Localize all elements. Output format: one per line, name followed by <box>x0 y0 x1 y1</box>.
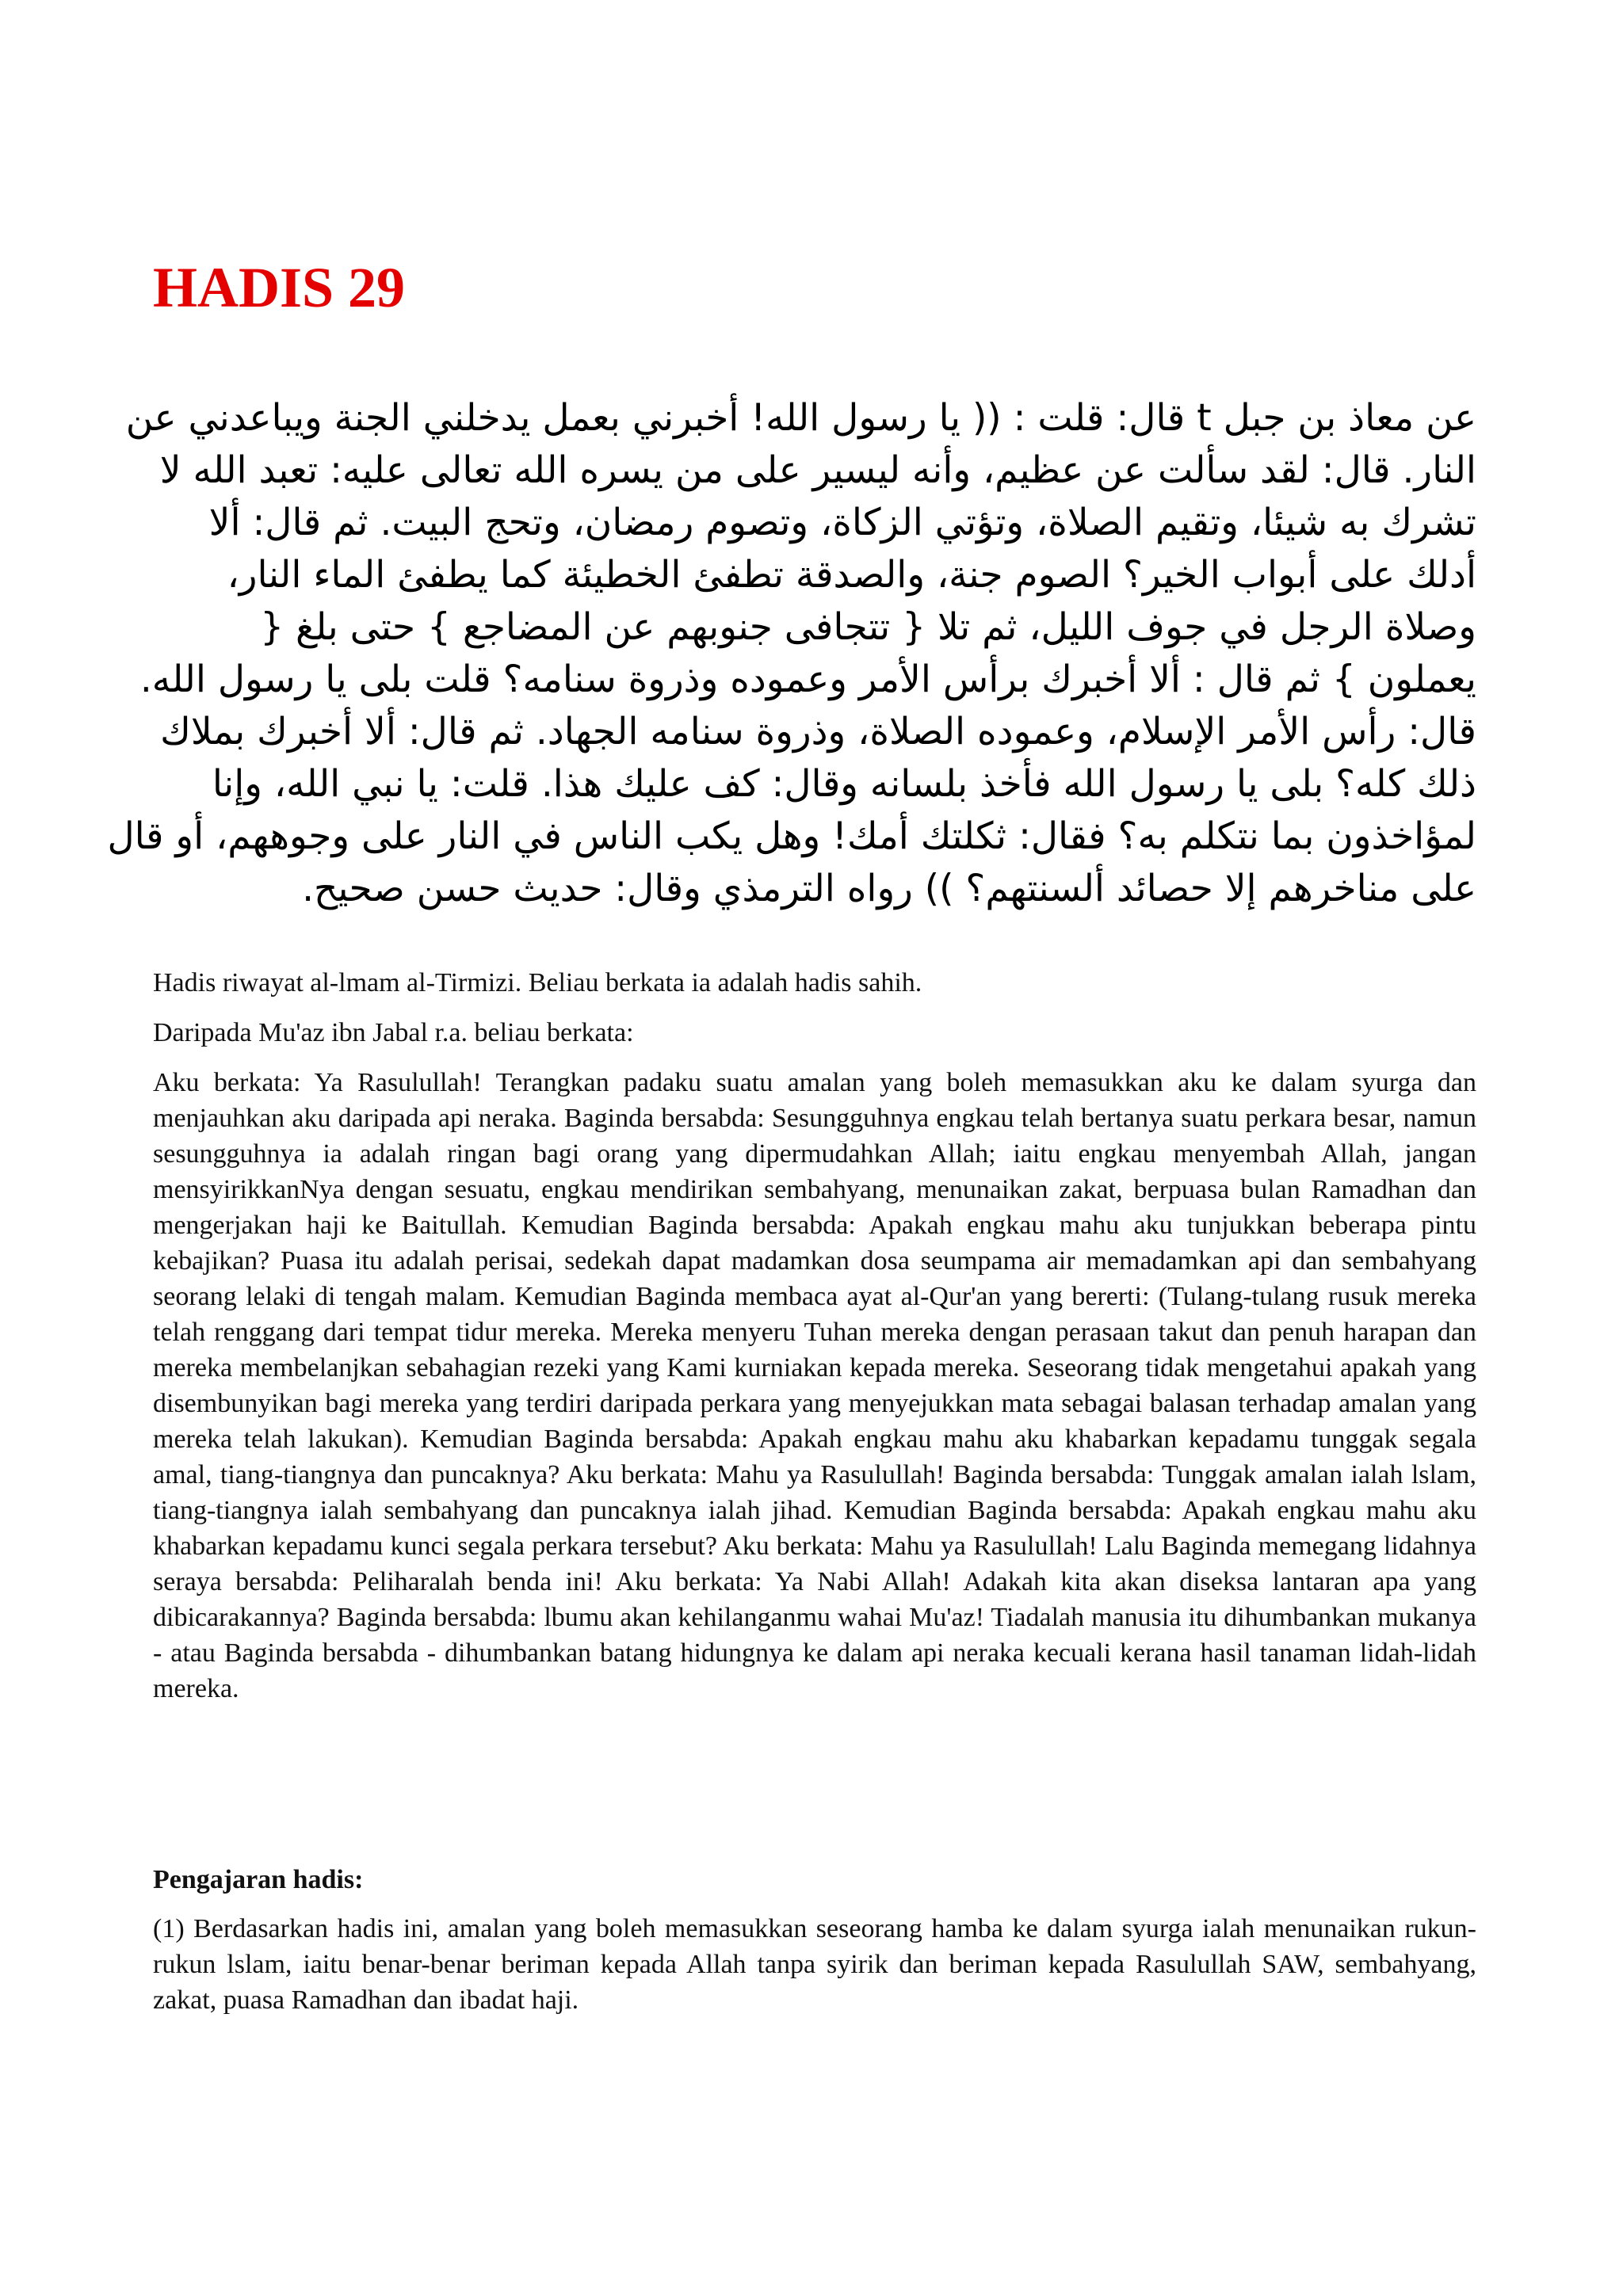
arabic-line: النار. قال: لقد سألت عن عظيم، وأنه ليسير على من يسره الله تعالى عليه: تعبد الله لا <box>159 448 1476 492</box>
arabic-line: عن معاذ بن جبل t قال: قلت : (( يا رسول الله! أخبرني بعمل يدخلني الجنة ويباعدني عن <box>125 396 1476 440</box>
arabic-line: تشرك به شيئا، وتقيم الصلاة، وتؤتي الزكاة، وتصوم رمضان، وتحج البيت. ثم قال: ألا <box>208 501 1476 544</box>
translation-paragraph: Aku berkata: Ya Rasulullah! Terangkan padaku suatu amalan yang boleh memasukkan aku ke dalam syurga dan menjauhkan aku daripada api neraka. Baginda bersabda: Sesungguhnya engkau telah bertanya suatu perkara besar, namun sesungguhnya ia adalah ringan bagi orang yang dipermudahkan Allah; iaitu engkau menyembah Allah, jangan mensyirikkanNya dengan sesuatu, engkau mendirikan sembahyang, menunaikan zakat, berpuasa bulan Ramadhan dan mengerjakan haji ke Baitullah. Kemudian Baginda bersabda: Apakah engkau mahu aku tunjukkan beberapa pintu kebajikan? Puasa itu adalah perisai, sedekah dapat madamkan dosa seumpama air memadamkan api dan sembahyang seorang lelaki di tengah malam. Kemudian Baginda membaca ayat al-Qur'an yang bererti: (Tulang-tulang rusuk mereka telah renggang dari tempat tidur mereka. Mereka menyeru Tuhan mereka dengan perasaan takut dan penuh harapan dan mereka membelanjkan sebahagian rezeki yang Kami kurniakan kepada mereka. Seseorang tidak mengetahui apakah yang disembunyikan bagi mereka yang terdiri daripada perkara yang menyejukkan mata sebagai balasan terhadap amalan yang mereka telah lakukan). Kemudian Baginda bersabda: Apakah engkau mahu aku khabarkan kepadamu tunggak segala amal, tiang-tiangnya dan puncaknya? Aku berkata: Mahu ya Rasulullah! Baginda bersabda: Tunggak amalan ialah lslam, tiang-tiangnya ialah sembahyang dan puncaknya ialah jihad. Kemudian Baginda bersabda: Apakah engkau mahu aku khabarkan kepadamu kunci segala perkara tersebut? Aku berkata: Mahu ya Rasulullah! Lalu Baginda memegang lidahnya seraya bersabda: Peliharalah benda ini! Aku berkata: Ya Nabi Allah! Adakah kita akan diseksa lantaran apa yang dibicarakannya? Baginda bersabda: lbumu akan kehilanganmu wahai Mu'az! Tiadalah manusia itu dihumbankan mukanya - atau Baginda bersabda - dihumbankan batang hidungnya ke dalam api neraka kecuali kerana hasil tanaman lidah-lidah mereka. <box>153 1068 1476 1703</box>
arabic-line: على مناخرهم إلا حصائد ألسنتهم؟ )) رواه الترمذي وقال: حديث حسن صحيح. <box>302 867 1476 910</box>
lessons-heading: Pengajaran hadis: <box>153 1865 364 1894</box>
arabic-hadith-text <box>107 392 1476 915</box>
narration-note: Hadis riwayat al-lmam al-Tirmizi. Beliau berkata ia adalah hadis sahih. <box>153 968 922 997</box>
arabic-line: ذلك كله؟ بلى يا رسول الله فأخذ بلسانه وقال: كف عليك هذا. قلت: يا نبي الله، وإنا <box>212 762 1476 806</box>
arabic-line: وصلاة الرجل في جوف الليل، ثم تلا { تتجافى جنوبهم عن المضاجع } حتى بلغ { <box>260 605 1476 649</box>
arabic-line: قال: رأس الأمر الإسلام، وعموده الصلاة، وذروة سنامه الجهاد. ثم قال: ألا أخبرك بملاك <box>160 710 1476 753</box>
arabic-line: يعملون } ثم قال : ألا أخبرك برأس الأمر وعموده وذروة سنامه؟ قلت بلى يا رسول الله. <box>139 658 1476 701</box>
narrator-line: Daripada Mu'az ibn Jabal r.a. beliau berkata: <box>153 1018 634 1047</box>
lesson-item: (1) Berdasarkan hadis ini, amalan yang boleh memasukkan seseorang hamba ke dalam syurga ialah menunaikan rukun-rukun lslam, iaitu benar-benar beriman kepada Allah tanpa syirik dan beriman kepada Rasulullah SAW, sembahyang, zakat, puasa Ramadhan dan ibadat haji. <box>153 1914 1476 2015</box>
page-title: HADIS 29 <box>153 256 406 319</box>
arabic-line: لمؤاخذون بما نتكلم به؟ فقال: ثكلتك أمك! وهل يكب الناس في النار على وجوههم، أو قال <box>107 814 1476 858</box>
arabic-line: أدلك على أبواب الخير؟ الصوم جنة، والصدقة تطفئ الخطيئة كما يطفئ الماء النار، <box>227 553 1476 597</box>
